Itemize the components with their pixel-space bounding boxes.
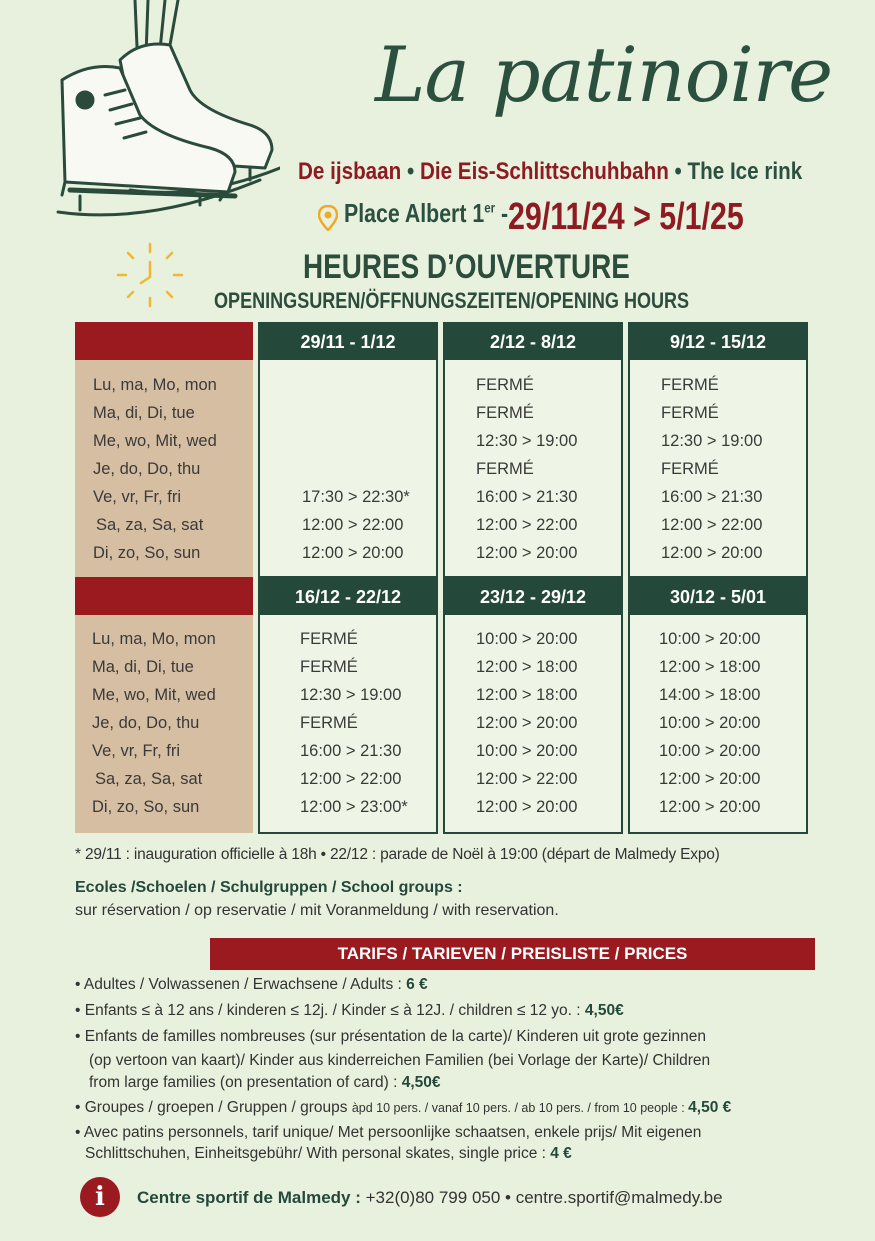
time-cell: 10:00 > 20:00	[659, 714, 761, 732]
time-cell: FERMÉ	[476, 376, 534, 394]
schools-title: Ecoles /Schoelen / Schulgruppen / School groups :	[75, 879, 463, 896]
page-title: La patinoire	[375, 30, 833, 119]
clock-icon	[114, 240, 186, 310]
subtitle-languages	[298, 158, 802, 186]
week-header: 30/12 - 5/01	[630, 579, 806, 615]
time-cell: 12:30 > 19:00	[476, 432, 578, 450]
time-cell: 12:00 > 18:00	[476, 686, 578, 704]
location-pin-icon	[318, 205, 338, 231]
time-cell: 12:00 > 22:00	[476, 770, 578, 788]
time-cell: 12:00 > 22:00	[661, 516, 763, 534]
time-cell: 16:00 > 21:30	[300, 742, 402, 760]
week-header: 2/12 - 8/12	[445, 324, 621, 360]
week-column	[443, 322, 623, 578]
week-column	[443, 577, 623, 834]
time-cell	[302, 371, 436, 399]
time-cell: 14:00 > 18:00	[659, 686, 761, 704]
time-cell: 12:00 > 20:00	[661, 544, 763, 562]
subtitle-de: Die Eis-Schlittschuhbahn	[419, 158, 669, 185]
time-cell: 12:00 > 22:00	[476, 516, 578, 534]
day-label: Sa, za, Sa, sat	[95, 770, 203, 788]
time-cell: 16:00 > 21:30	[476, 488, 578, 506]
week-header: 29/11 - 1/12	[260, 324, 436, 360]
day-label: Lu, ma, Mo, mon	[93, 376, 217, 394]
time-cell: 12:30 > 19:00	[661, 432, 763, 450]
day-label: Ve, vr, Fr, fri	[92, 742, 181, 760]
price-adults: • Adultes / Volwassenen / Erwachsene / Adults : 6 €	[75, 976, 428, 993]
event-dates: 29/11/24 > 5/1/25	[508, 196, 744, 238]
week-header: 9/12 - 15/12	[630, 324, 806, 360]
time-cell: FERMÉ	[300, 714, 358, 732]
day-label: Ve, vr, Fr, fri	[93, 488, 182, 506]
time-cell: 12:00 > 22:00	[300, 770, 402, 788]
day-label: Ma, di, Di, tue	[92, 658, 194, 676]
week-column	[258, 577, 438, 834]
price-skates-line1: • Avec patins personnels, tarif unique/ Met persoonlijke schaatsen, enkele prijs/ Mit eigenen	[75, 1124, 702, 1141]
price-skates-line2: Schlittschuhen, Einheitsgebühr/ With personal skates, single price : 4 €	[85, 1145, 572, 1162]
time-cell: 16:00 > 21:30	[661, 488, 763, 506]
time-cell: FERMÉ	[661, 460, 719, 478]
day-label: Je, do, Do, thu	[92, 714, 200, 732]
price-children: • Enfants ≤ à 12 ans / kinderen ≤ 12j. / Kinder ≤ à 12J. / children ≤ 12 yo. : 4,50€	[75, 1002, 624, 1019]
time-cell: 10:00 > 20:00	[659, 630, 761, 648]
time-cell: 12:00 > 20:00	[476, 798, 578, 816]
days-header-top	[75, 322, 253, 360]
day-label: Di, zo, So, sun	[92, 798, 200, 816]
time-cell: 12:00 > 20:00	[476, 714, 578, 732]
contact-line	[137, 1188, 723, 1208]
price-families-line1: • Enfants de familles nombreuses (sur présentation de la carte)/ Kinderen uit grote gezinnen	[75, 1028, 706, 1045]
day-label: Me, wo, Mit, wed	[92, 686, 216, 704]
hours-subtitle: OPENINGSUREN/ÖFFNUNGSZEITEN/OPENING HOURS	[214, 288, 690, 313]
time-cell: FERMÉ	[476, 460, 534, 478]
time-cell: 12:00 > 23:00*	[300, 798, 408, 816]
subtitle-bullet-2: •	[674, 158, 682, 185]
time-cell: 10:00 > 20:00	[659, 742, 761, 760]
price-families-line3: from large families (on presentation of card) : 4,50€	[89, 1074, 441, 1091]
ice-skates-icon	[50, 0, 280, 230]
days-column-top	[75, 360, 253, 578]
time-cell: FERMÉ	[300, 630, 358, 648]
place-name: Place Albert 1er -	[344, 198, 509, 228]
schools-text: sur réservation / op reservatie / mit Voranmeldung / with reservation.	[75, 902, 559, 919]
price-groups: • Groupes / groepen / Gruppen / groups àpd 10 pers. / vanaf 10 pers. / ab 10 pers. / from 10 people : 4,50 €	[75, 1099, 732, 1116]
day-label: Ma, di, Di, tue	[93, 404, 195, 422]
time-cell: 12:00 > 20:00	[659, 798, 761, 816]
day-label: Sa, za, Sa, sat	[96, 516, 204, 534]
subtitle-en: The Ice rink	[687, 158, 803, 185]
week-column	[258, 322, 438, 578]
time-cell: 12:00 > 20:00	[302, 544, 404, 562]
time-cell: 12:00 > 18:00	[659, 658, 761, 676]
time-cell: 12:00 > 20:00	[476, 544, 578, 562]
time-cell	[302, 399, 436, 427]
time-cell: FERMÉ	[300, 658, 358, 676]
day-label: Me, wo, Mit, wed	[93, 432, 217, 450]
week-header: 23/12 - 29/12	[445, 579, 621, 615]
time-cell: 10:00 > 20:00	[476, 630, 578, 648]
subtitle-nl: De ijsbaan	[298, 158, 402, 185]
prices-header: TARIFS / TARIEVEN / PREISLISTE / PRICES	[210, 938, 815, 970]
contact-separator: •	[500, 1188, 516, 1207]
time-cell: FERMÉ	[661, 376, 719, 394]
contact-phone[interactable]: +32(0)80 799 050	[365, 1188, 501, 1207]
time-cell: 10:00 > 20:00	[476, 742, 578, 760]
days-header-bottom	[75, 577, 253, 615]
time-cell: 12:30 > 19:00	[300, 686, 402, 704]
days-column-bottom	[75, 615, 253, 833]
time-cell: FERMÉ	[476, 404, 534, 422]
week-header: 16/12 - 22/12	[260, 579, 436, 615]
subtitle-bullet-1: •	[406, 158, 415, 185]
price-families-line2: (op vertoon van kaart)/ Kinder aus kinderreichen Familien (bei Vorlage der Karte)/ Children	[89, 1052, 711, 1069]
hours-title: HEURES D’OUVERTURE	[303, 248, 630, 286]
time-cell	[302, 427, 436, 455]
time-cell: 17:30 > 22:30*	[302, 488, 410, 506]
time-cell	[302, 455, 436, 483]
contact-name: Centre sportif de Malmedy :	[137, 1188, 366, 1207]
day-label: Di, zo, So, sun	[93, 544, 201, 562]
time-cell: 12:00 > 20:00	[659, 770, 761, 788]
time-cell: FERMÉ	[661, 404, 719, 422]
time-cell: 12:00 > 22:00	[302, 516, 404, 534]
info-icon: i	[80, 1177, 120, 1217]
day-label: Lu, ma, Mo, mon	[92, 630, 216, 648]
day-label: Je, do, Do, thu	[93, 460, 201, 478]
time-cell: 12:00 > 18:00	[476, 658, 578, 676]
week-column	[628, 322, 808, 578]
contact-email[interactable]: centre.sportif@malmedy.be	[515, 1188, 723, 1207]
week-column	[628, 577, 808, 834]
footnote: * 29/11 : inauguration officielle à 18h • 22/12 : parade de Noël à 19:00 (départ de Malmedy Expo)	[75, 846, 720, 863]
